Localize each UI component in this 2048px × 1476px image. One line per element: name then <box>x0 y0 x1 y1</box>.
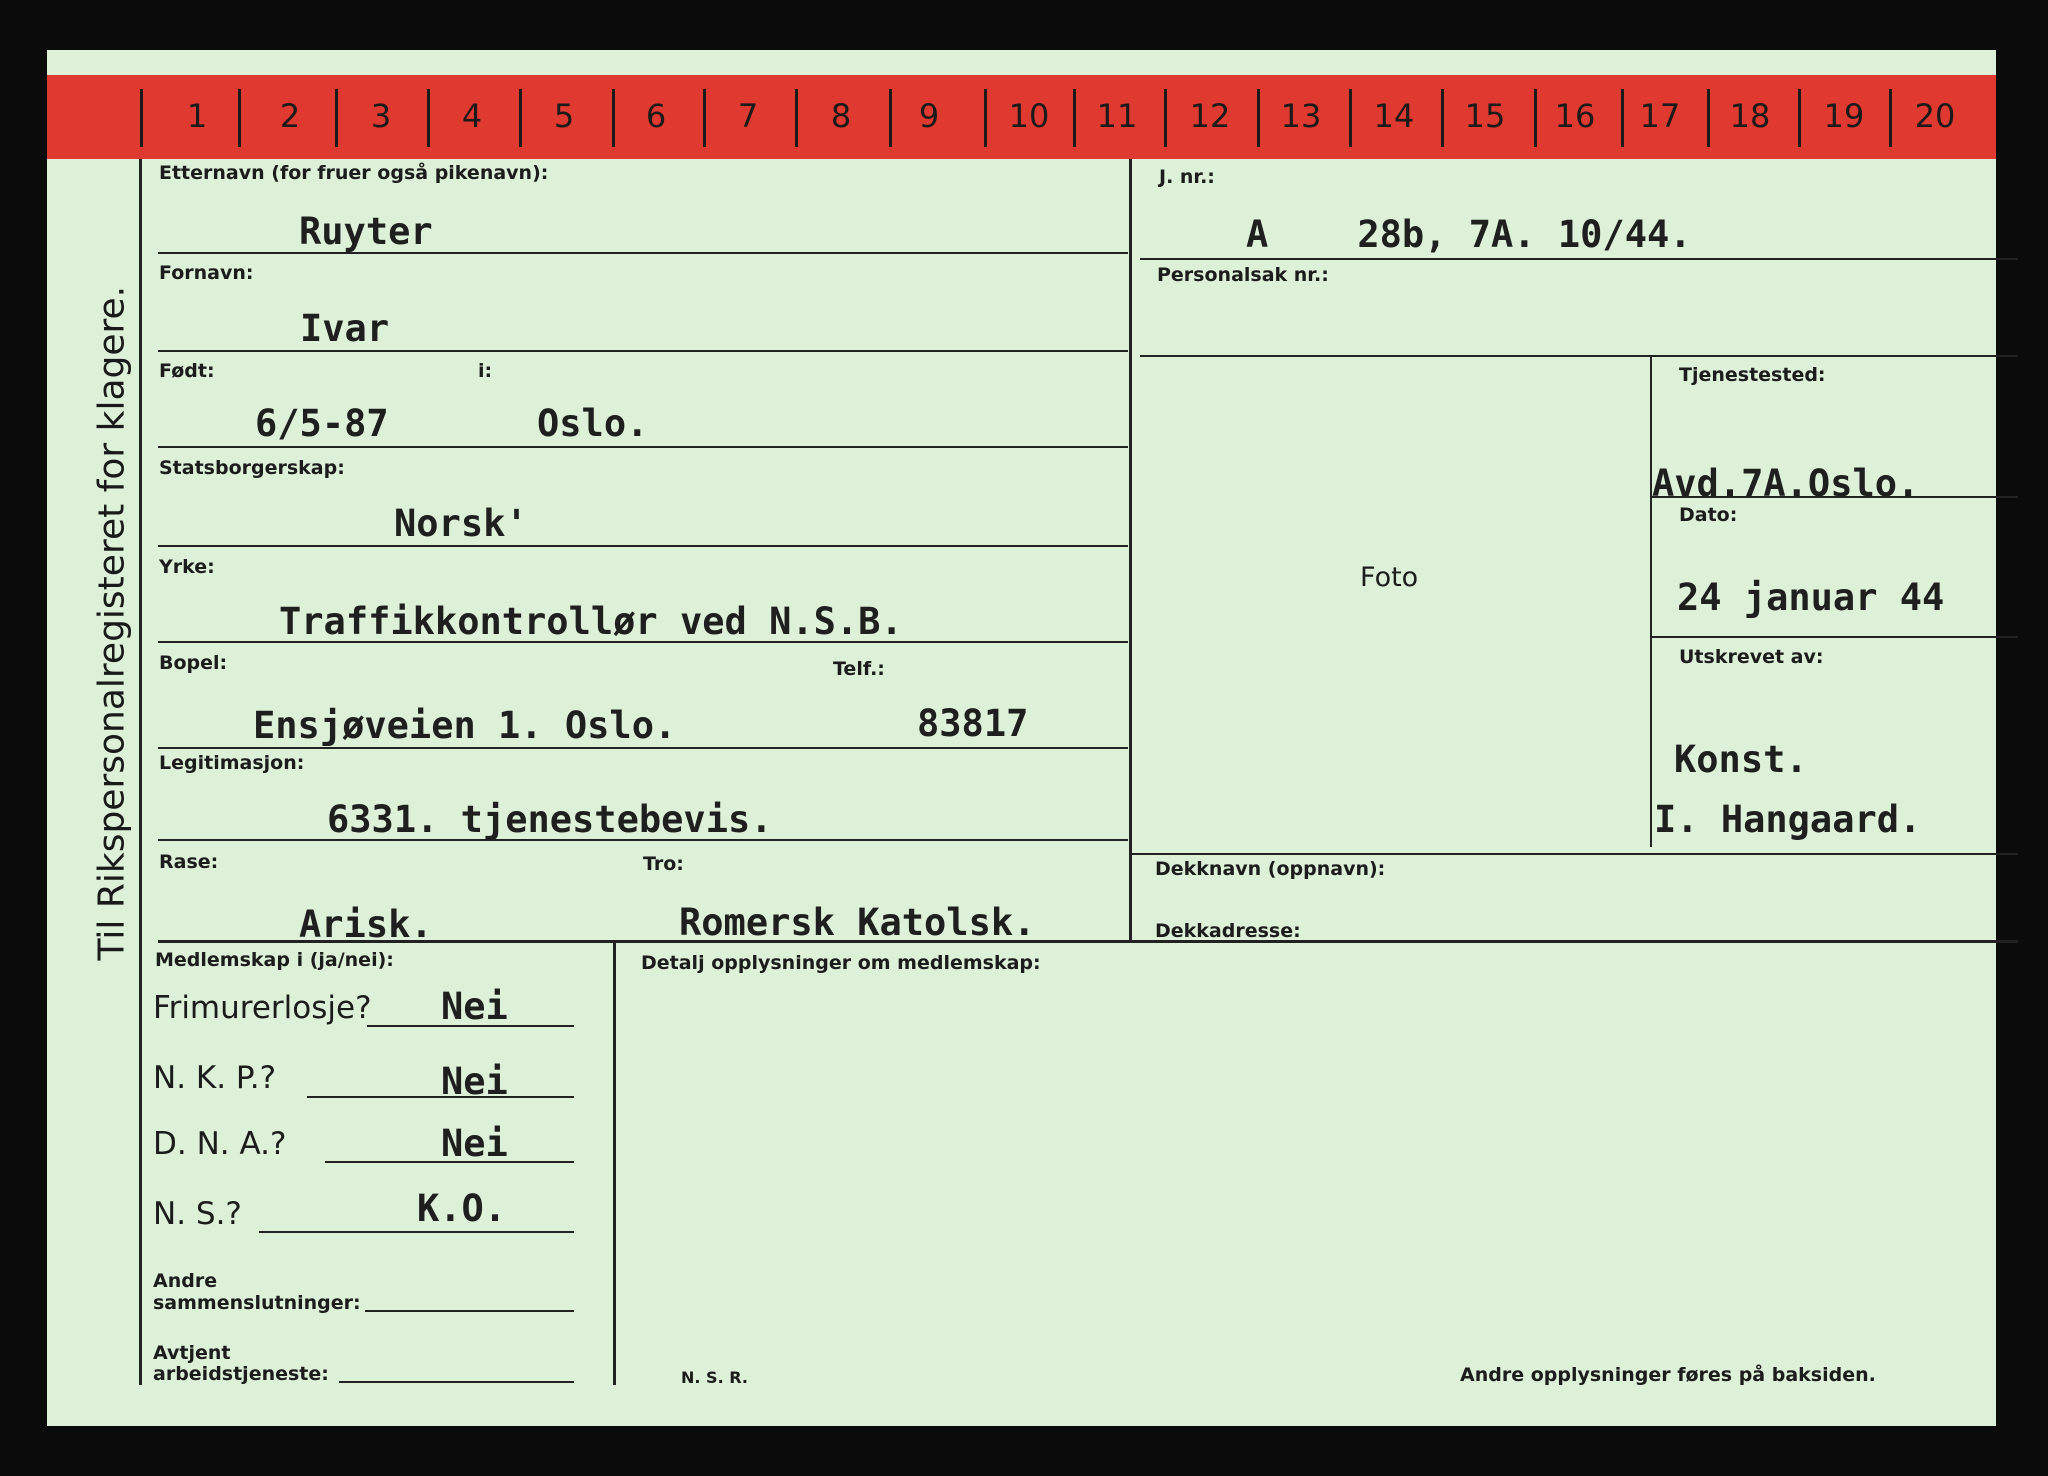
index-tick <box>1534 89 1537 147</box>
label-statsborgerskap: Statsborgerskap: <box>159 457 345 479</box>
index-number: 14 <box>1373 97 1415 135</box>
underline-dato <box>1652 636 2018 638</box>
value-rase: Arisk. <box>299 903 433 946</box>
index-tick <box>612 89 615 147</box>
index-tick <box>1164 89 1167 147</box>
label-rase: Rase: <box>159 851 219 873</box>
label-frimurer: Frimurerlosje? <box>153 990 372 1026</box>
index-number: 16 <box>1554 97 1596 135</box>
lower-divider-line <box>613 942 616 1385</box>
side-caption: Til Rikspersonalregisteret for klagere. <box>91 285 133 961</box>
index-tick <box>140 89 143 147</box>
index-tick <box>984 89 987 147</box>
center-divider-line <box>1129 159 1132 942</box>
index-tick <box>1621 89 1624 147</box>
label-i: i: <box>478 360 493 382</box>
label-jnr: J. nr.: <box>1159 166 1215 188</box>
label-dekknavn: Dekknavn (oppnavn): <box>1155 858 1386 880</box>
label-ns: N. S.? <box>153 1196 242 1232</box>
value-legitimasjon: 6331. tjenestebevis. <box>327 798 773 841</box>
underline-bopel <box>158 747 1128 749</box>
label-medlemskap: Medlemskap i (ja/nei): <box>155 949 394 971</box>
label-andre: Andre <box>153 1270 218 1292</box>
underline-personalsak <box>1140 355 2018 357</box>
label-utskrevet: Utskrevet av: <box>1679 646 1824 668</box>
index-number: 9 <box>918 97 940 135</box>
value-bopel: Ensjøveien 1. Oslo. <box>253 704 677 747</box>
label-telf: Telf.: <box>833 658 885 680</box>
label-nsr: N. S. R. <box>681 1368 748 1387</box>
label-tjenestested: Tjenestested: <box>1679 364 1826 386</box>
index-tick <box>427 89 430 147</box>
index-tick <box>1441 89 1444 147</box>
value-utskrevet-2: I. Hangaard. <box>1654 798 1922 841</box>
index-number: 19 <box>1823 97 1865 135</box>
underline-jnr <box>1140 258 2018 260</box>
value-jnr: A 28b, 7A. 10/44. <box>1246 213 1692 256</box>
label-dekkadresse: Dekkadresse: <box>1155 920 1301 942</box>
label-fornavn: Fornavn: <box>159 262 254 284</box>
index-number: 13 <box>1280 97 1322 135</box>
index-number: 6 <box>645 97 667 135</box>
registry-card <box>47 50 1996 1426</box>
underline-ns <box>259 1231 574 1233</box>
label-nkp: N. K. P.? <box>153 1060 277 1096</box>
value-fodt: 6/5-87 <box>255 402 389 445</box>
index-tick <box>795 89 798 147</box>
index-number: 12 <box>1189 97 1231 135</box>
index-number: 5 <box>553 97 575 135</box>
value-fornavn: Ivar <box>300 307 390 350</box>
index-tick <box>238 89 241 147</box>
value-etternavn: Ruyter <box>299 210 433 253</box>
index-number: 1 <box>186 97 208 135</box>
label-baksiden: Andre opplysninger føres på baksiden. <box>1460 1364 1876 1386</box>
label-detalj: Detalj opplysninger om medlemskap: <box>641 952 1041 974</box>
value-statsborgerskap: Norsk' <box>394 502 528 545</box>
index-tick <box>519 89 522 147</box>
label-yrke: Yrke: <box>159 556 215 578</box>
index-number: 7 <box>737 97 759 135</box>
underline-fodt <box>158 446 1128 448</box>
index-number: 2 <box>279 97 301 135</box>
index-tick <box>1349 89 1352 147</box>
index-number: 3 <box>370 97 392 135</box>
right-column-line <box>1650 355 1652 847</box>
label-fodt: Født: <box>159 360 215 382</box>
underline-avtjent <box>339 1381 574 1383</box>
underline-andre <box>365 1310 574 1312</box>
index-number: 11 <box>1096 97 1138 135</box>
value-yrke: Traffikkontrollør ved N.S.B. <box>279 600 903 643</box>
index-number: 4 <box>461 97 483 135</box>
value-ns: K.O. <box>417 1187 507 1230</box>
index-number: 17 <box>1639 97 1681 135</box>
value-frimurer: Nei <box>441 985 508 1028</box>
value-tjenestested: Avd.7A.Oslo. <box>1652 462 1920 505</box>
value-tro: Romersk Katolsk. <box>679 901 1036 944</box>
label-arbeidstjeneste: arbeidstjeneste: <box>153 1363 329 1385</box>
value-telf: 83817 <box>917 702 1029 745</box>
label-legitimasjon: Legitimasjon: <box>159 752 305 774</box>
label-foto: Foto <box>1360 562 1419 593</box>
index-tick <box>703 89 706 147</box>
underline-statsborgerskap <box>158 545 1128 547</box>
label-sammenslutninger: sammenslutninger: <box>153 1292 361 1314</box>
underline-utskrevet <box>1132 853 2018 855</box>
index-tick <box>1073 89 1076 147</box>
label-tro: Tro: <box>643 853 684 875</box>
underline-fornavn <box>158 350 1128 352</box>
index-tick <box>1257 89 1260 147</box>
index-tick <box>1707 89 1710 147</box>
index-number: 20 <box>1914 97 1956 135</box>
index-tick <box>1889 89 1892 147</box>
label-dato: Dato: <box>1679 504 1738 526</box>
label-personalsak: Personalsak nr.: <box>1157 264 1329 286</box>
index-tick <box>1798 89 1801 147</box>
label-bopel: Bopel: <box>159 652 228 674</box>
index-number: 15 <box>1464 97 1506 135</box>
label-etternavn: Etternavn (for fruer også pikenavn): <box>159 162 549 184</box>
value-dna: Nei <box>441 1122 508 1165</box>
value-nkp: Nei <box>441 1060 508 1103</box>
label-dna: D. N. A.? <box>153 1126 287 1162</box>
index-tick <box>889 89 892 147</box>
index-number: 10 <box>1008 97 1050 135</box>
value-dato: 24 januar 44 <box>1677 576 1945 619</box>
index-number: 18 <box>1729 97 1771 135</box>
index-tick <box>335 89 338 147</box>
value-utskrevet-1: Konst. <box>1674 738 1808 781</box>
left-border-line <box>139 159 142 1385</box>
label-avtjent: Avtjent <box>153 1342 231 1364</box>
middle-section-line <box>158 940 2018 943</box>
index-number: 8 <box>830 97 852 135</box>
value-fodested: Oslo. <box>537 402 649 445</box>
